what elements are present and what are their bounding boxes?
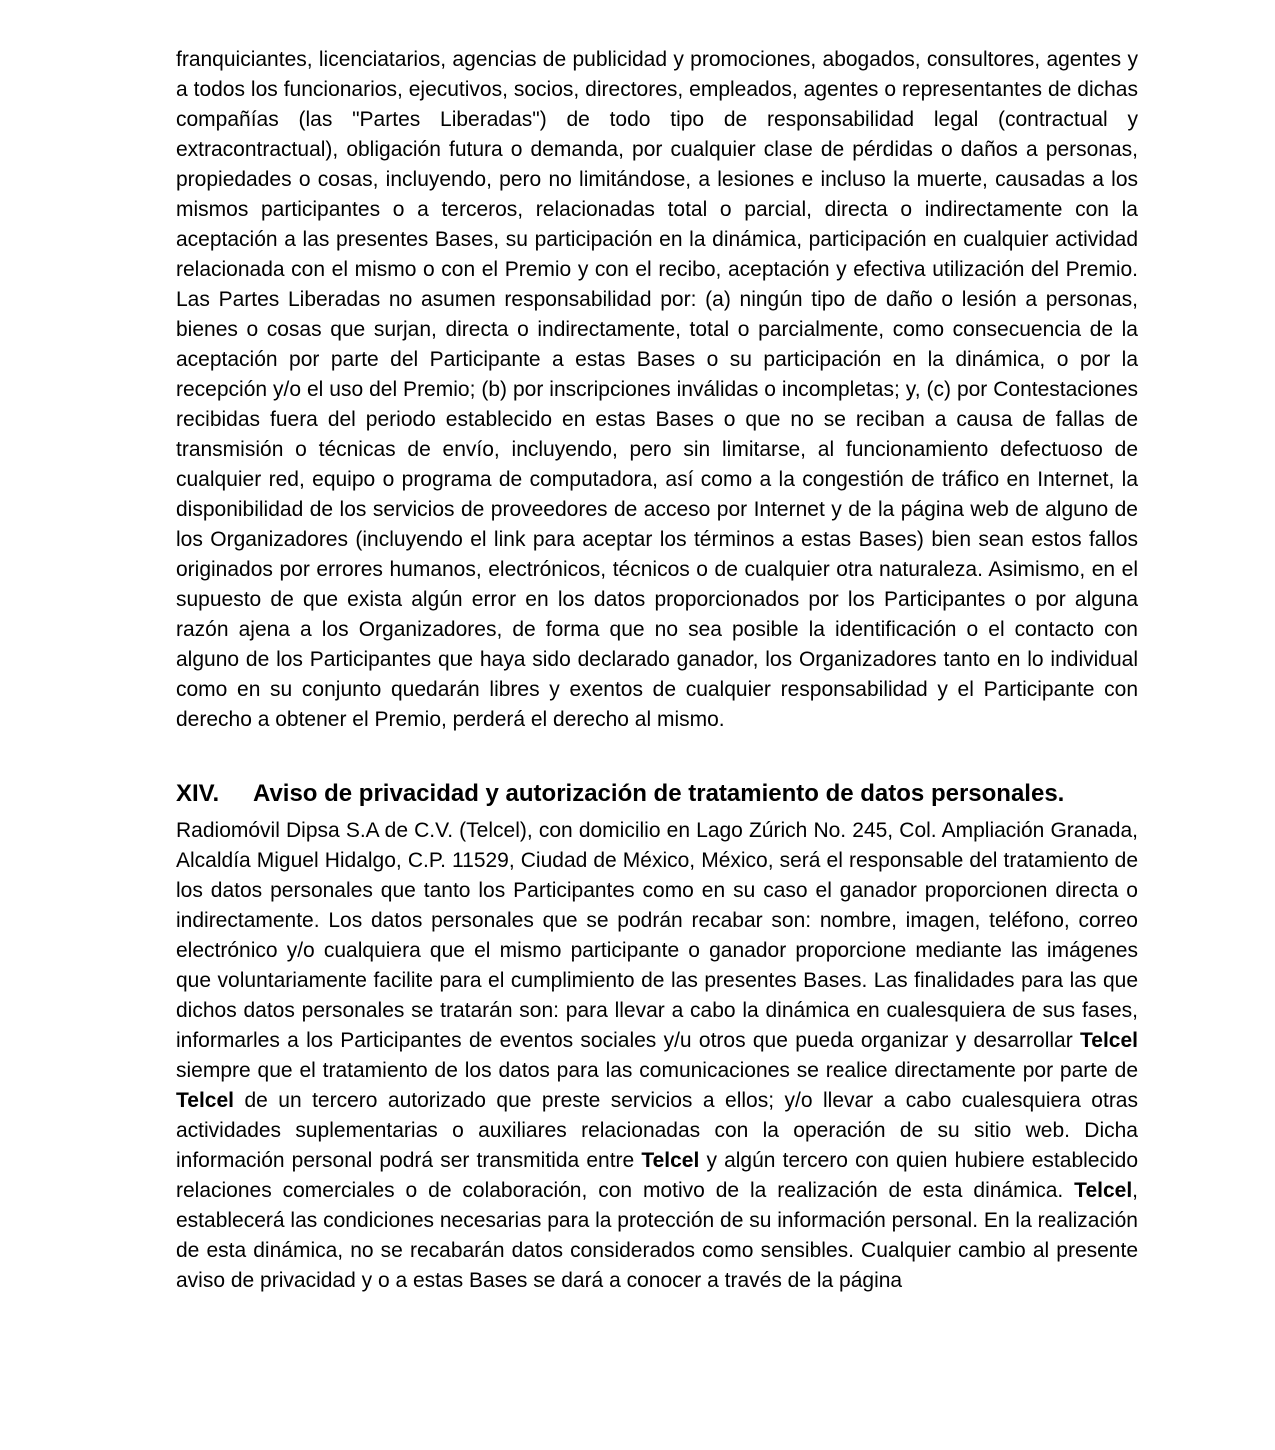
paragraph-privacy-notice bbox=[176, 816, 1138, 1296]
section-heading-xiv bbox=[176, 778, 1138, 810]
brand-name-bold: Telcel bbox=[641, 1149, 700, 1172]
privacy-text-segment: y algún tercero con quien hubiere establecido relaciones comerciales o de colaboración, con motivo de la realización de esta dinámica. bbox=[176, 1149, 1138, 1202]
privacy-text-segment: Radiomóvil Dipsa S.A de C.V. (Telcel), con domicilio en Lago Zúrich No. 245, Col. Ampliación Granada, Alcaldía Miguel Hidalgo, C.P. 11529, Ciudad de México, México, será el responsable del tratamiento de los datos personales que tanto los Participantes como en su caso el ganador proporcionen directa o indirectamente. Los datos personales que se podrán recabar son: nombre, imagen, teléfono, correo electrónico y/o cualquiera que el mismo participante o ganador proporcione mediante las imágenes que voluntariamente facilite para el cumplimiento de las presentes Bases. Las finalidades para las que dichos datos personales se tratarán son: para llevar a cabo la dinámica en cualesquiera de sus fases, informarles a los Participantes de eventos sociales y/u otros que pueda organizar y desarrollar bbox=[176, 819, 1138, 1052]
brand-name-bold: Telcel bbox=[1080, 1029, 1138, 1052]
paragraph-liability-release: franquiciantes, licenciatarios, agencias de publicidad y promociones, abogados, consultores, agentes y a todos los funcionarios, ejecutivos, socios, directores, empleados, agentes o representantes de dichas compañías (las "Partes Liberadas") de todo tipo de responsabilidad legal (contractual y extracontractual), obligación futura o demanda, por cualquier clase de pérdidas o daños a personas, propiedades o cosas, incluyendo, pero no limitándose, a lesiones e incluso la muerte, causadas a los mismos participantes o a terceros, relacionadas total o parcial, directa o indirectamente con la aceptación a las presentes Bases, su participación en la dinámica, participación en cualquier actividad relacionada con el mismo o con el Premio y con el recibo, aceptación y efectiva utilización del Premio. Las Partes Liberadas no asumen responsabilidad por: (a) ningún tipo de daño o lesión a personas, bienes o cosas que surjan, directa o indirectamente, total o parcialmente, como consecuencia de la aceptación por parte del Participante a estas Bases o su participación en la dinámica, o por la recepción y/o el uso del Premio; (b) por inscripciones inválidas o incompletas; y, (c) por Contestaciones recibidas fuera del periodo establecido en estas Bases o que no se reciban a causa de fallas de transmisión o técnicas de envío, incluyendo, pero sin limitarse, al funcionamiento defectuoso de cualquier red, equipo o programa de computadora, así como a la congestión de tráfico en Internet, la disponibilidad de los servicios de proveedores de acceso por Internet y de la página web de alguno de los Organizadores (incluyendo el link para aceptar los términos a estas Bases) bien sean estos fallos originados por errores humanos, electrónicos, técnicos o de cualquier otra naturaleza. Asimismo, en el supuesto de que exista algún error en los datos proporcionados por los Participantes o por alguna razón ajena a los Organizadores, de forma que no sea posible la identificación o el contacto con alguno de los Participantes que haya sido declarado ganador, los Organizadores tanto en lo individual como en su conjunto quedarán libres y exentos de cualquier responsabilidad y el Participante con derecho a obtener el Premio, perderá el derecho al mismo. bbox=[176, 48, 1138, 731]
privacy-text-segment: de un tercero autorizado que preste servicios a ellos; y/o llevar a cabo cualesquiera otras actividades suplementarias o auxiliares relacionadas con la operación de su sitio web. Dicha información personal podrá ser transmitida entre bbox=[176, 1089, 1138, 1172]
section-number: XIV. bbox=[176, 780, 220, 807]
privacy-text-segment: siempre que el tratamiento de los datos para las comunicaciones se realice directamente por parte de bbox=[176, 1059, 1138, 1082]
document-page bbox=[176, 45, 1138, 1296]
brand-name-bold: Telcel bbox=[1074, 1179, 1133, 1202]
privacy-text-segment: , establecerá las condiciones necesarias para la protección de su información personal. En la realización de esta dinámica, no se recabarán datos considerados como sensibles. Cualquier cambio al presente aviso de privacidad y o a estas Bases se dará a conocer a través de la página bbox=[176, 1179, 1138, 1292]
brand-name-bold: Telcel bbox=[176, 1089, 234, 1112]
section-title: Aviso de privacidad y autorización de tratamiento de datos personales. bbox=[253, 780, 1065, 807]
